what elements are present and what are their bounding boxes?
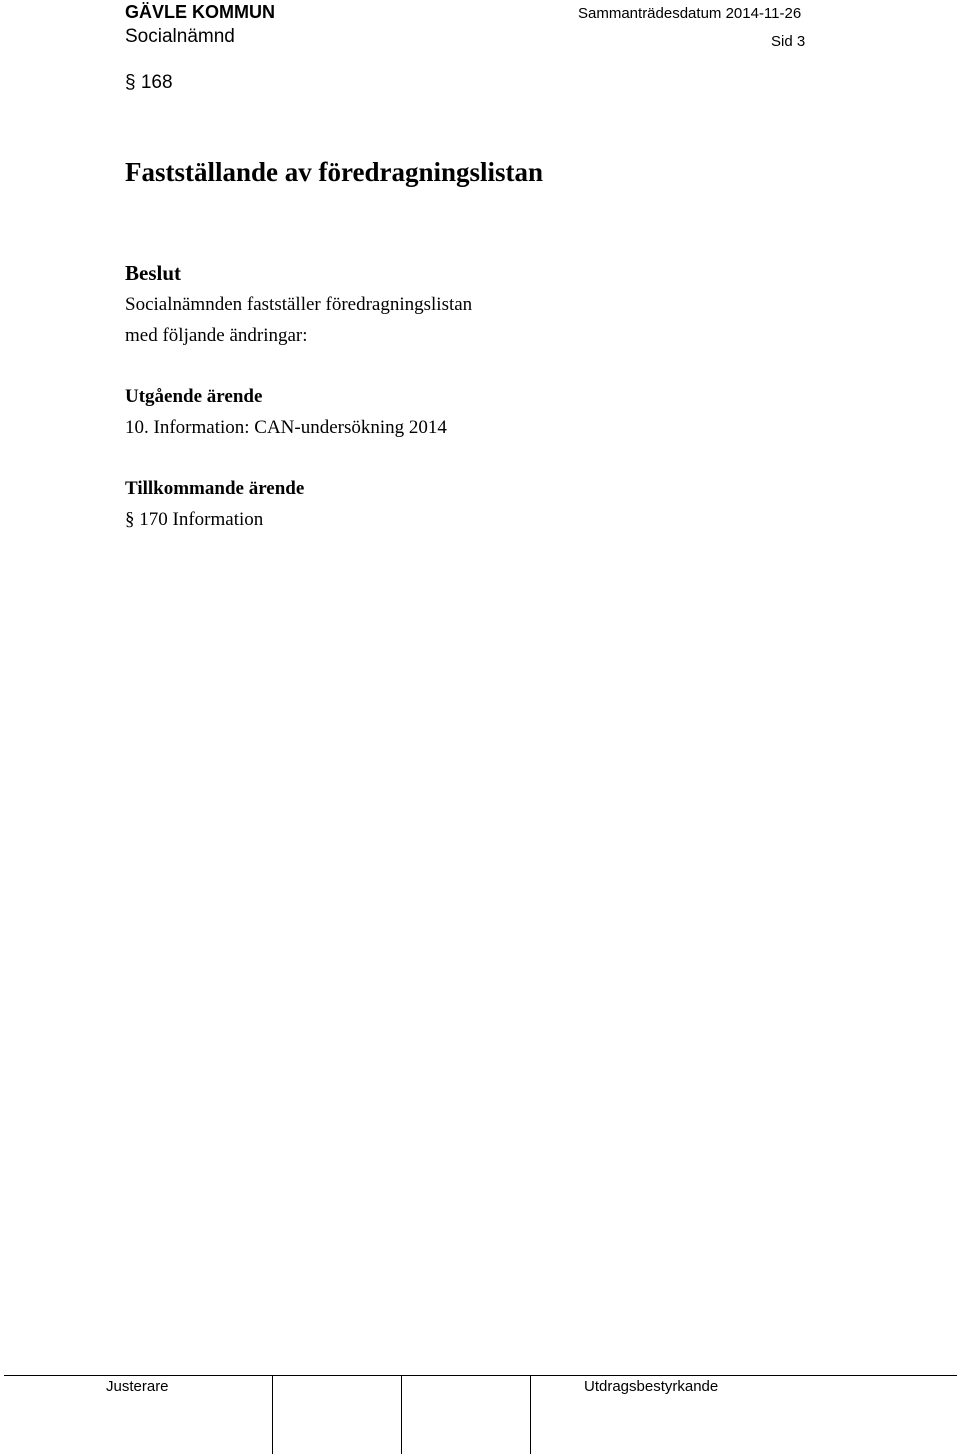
meeting-date: Sammanträdesdatum 2014-11-26 bbox=[578, 5, 802, 22]
footer-divider bbox=[401, 1376, 402, 1454]
footer-divider bbox=[530, 1376, 531, 1454]
added-matter-heading: Tillkommande ärende bbox=[125, 478, 305, 499]
page-number: Sid 3 bbox=[771, 33, 806, 50]
outgoing-matter-heading: Utgående ärende bbox=[125, 386, 263, 407]
decision-text-line: Socialnämnden fastställer föredragningslistan bbox=[125, 294, 473, 315]
department-name: Socialnämnd bbox=[125, 26, 235, 47]
outgoing-matter-item: 10. Information: CAN-undersökning 2014 bbox=[125, 417, 447, 438]
decision-text-line: med följande ändringar: bbox=[125, 325, 308, 346]
decision-heading: Beslut bbox=[125, 261, 182, 285]
organization-name: GÄVLE KOMMUN bbox=[125, 2, 275, 22]
page-title: Fastställande av föredragningslistan bbox=[125, 157, 544, 187]
added-matter-item: § 170 Information bbox=[125, 509, 264, 530]
signature-footer bbox=[4, 1375, 957, 1456]
section-number: § 168 bbox=[125, 72, 173, 93]
adjuster-label: Justerare bbox=[106, 1378, 169, 1395]
certifier-label: Utdragsbestyrkande bbox=[584, 1378, 719, 1395]
footer-divider bbox=[272, 1376, 273, 1454]
